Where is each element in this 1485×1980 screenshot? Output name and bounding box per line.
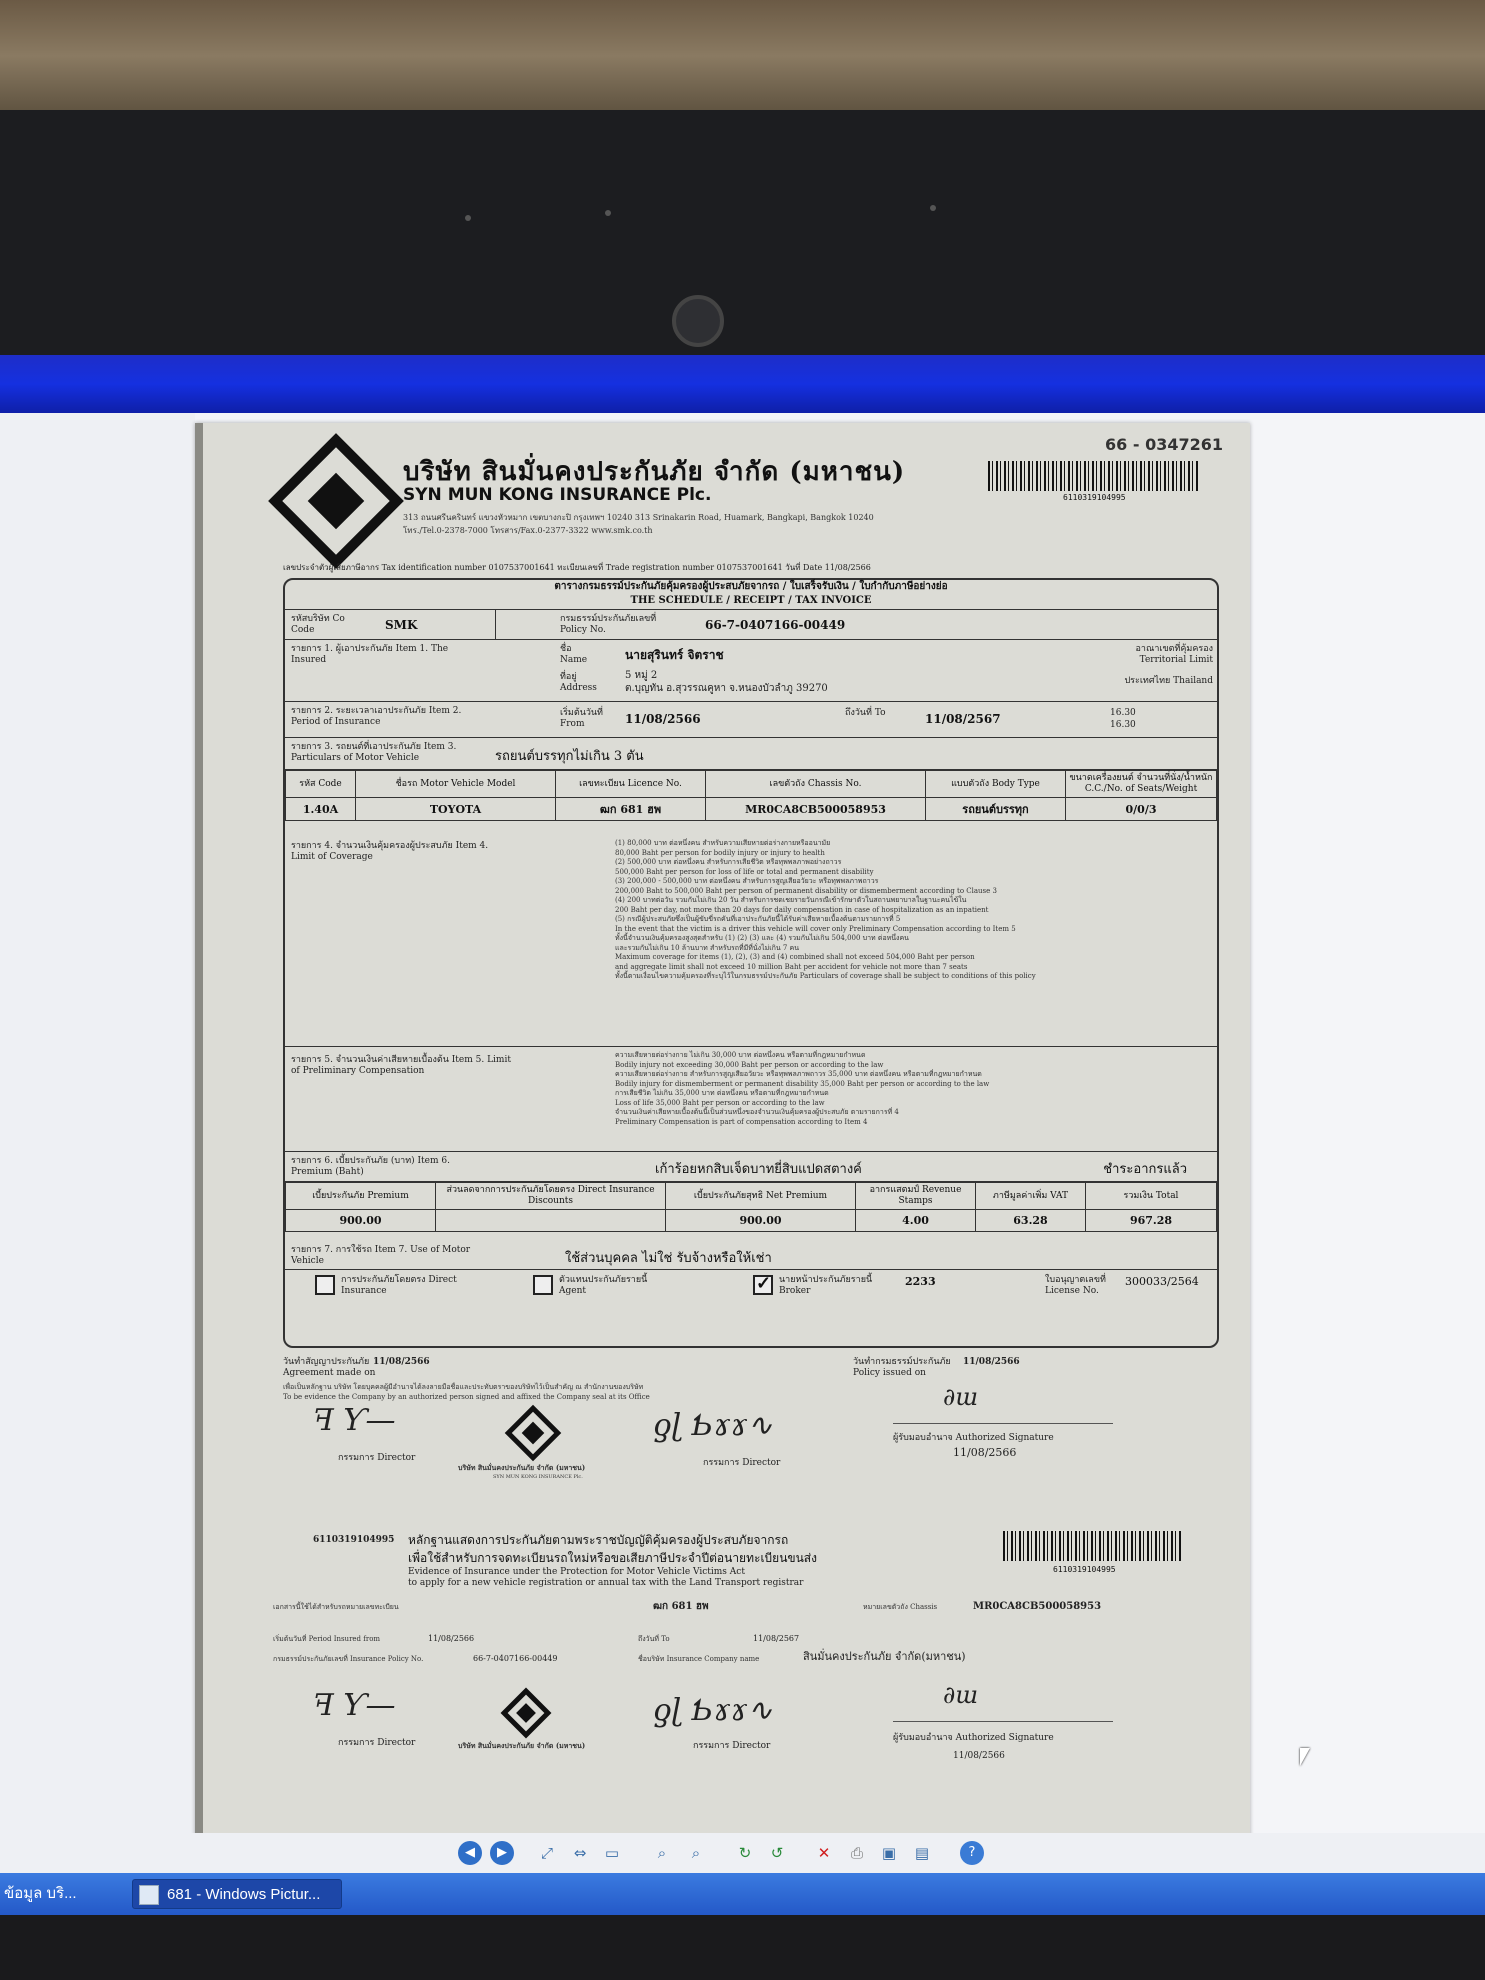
preliminary-text [615, 1051, 1205, 1127]
screen [0, 355, 1485, 1915]
broker-label: นายหน้าประกันภัยรายนี้ Broker [779, 1275, 873, 1296]
text-line: 200,000 Baht to 500,000 Baht per person of permanent disability or dismemberment according to Clause 3 [615, 886, 997, 895]
lower-company: สินมั่นคงประกันภัย จำกัด(มหาชน) [803, 1650, 966, 1663]
item1-label: รายการ 1. ผู้เอาประกันภัย Item 1. The Insured [291, 644, 449, 665]
lower-barcode-number: 6110319104995 [1053, 1565, 1116, 1574]
slideshow-icon[interactable]: ▭ [604, 1844, 620, 1862]
coverage-row [285, 835, 1217, 1047]
vehicle-cell: 0/0/3 [1066, 798, 1217, 821]
barcode-number: 6110319104995 [1063, 493, 1126, 502]
company-logo-icon [268, 433, 404, 569]
coverage-text [615, 839, 1205, 982]
lower-chassis-label: หมายเลขตัวถัง Chassis [863, 1603, 938, 1611]
schedule-title-thai: ตารางกรมธรรม์ประกันภัยคุ้มครองผู้ประสบภัยจากรถ / ใบเสร็จรับเงิน / ใบกำกับภาษีอย่างย่อ [554, 581, 948, 592]
window-titlebar [0, 355, 1485, 413]
lower-company-label: ชื่อบริษัท Insurance Company name [638, 1655, 760, 1663]
time-from: 16.30 [1110, 708, 1136, 718]
agreement-label: วันทำสัญญาประกันภัย Agreement made on [283, 1357, 376, 1378]
text-line: 80,000 Baht per person for bodily injury or injury to health [615, 848, 825, 857]
agent-label: ตัวแทนประกันภัยรายนี้ Agent [559, 1275, 648, 1296]
lower-chassis: MR0CA8CB500058953 [973, 1601, 1102, 1612]
mouse-cursor-icon [1300, 1748, 1310, 1766]
insurance-policy [243, 423, 1253, 1843]
lower-seal-logo-icon [501, 1688, 552, 1739]
premium-cell: 4.00 [856, 1210, 976, 1232]
webcam-icon [672, 295, 724, 347]
lower-signature-line [893, 1721, 1113, 1722]
premium-cell: 900.00 [286, 1210, 436, 1232]
premium-words: เก้าร้อยหกสิบเจ็ดบาทยี่สิบแปดสตางค์ [655, 1162, 862, 1177]
premium-header: เบี้ยประกันภัย Premium [286, 1183, 436, 1210]
save-icon[interactable]: ▣ [881, 1844, 897, 1862]
to-label: ถึงวันที่ To [845, 708, 886, 718]
co-code-label: รหัสบริษัท Co Code [291, 614, 345, 635]
text-line: (4) 200 บาทต่อวัน รวมกันไม่เกิน 20 วัน สำหรับการชดเชยรายวันกรณีเข้ารักษาตัวในสถานพยาบาลในฐานะคนไข้ใน [615, 896, 967, 904]
text-line: Preliminary Compensation is part of compensation according to Item 4 [615, 1117, 868, 1126]
premium-table [285, 1182, 1217, 1232]
item3-label: รายการ 3. รถยนต์ที่เอาประกันภัย Item 3. Particulars of Motor Vehicle [291, 742, 457, 763]
company-address [403, 511, 963, 537]
phone-line: โทร./Tel.0-2378-7000 โทรสาร/Fax.0-2377-3322 www.smk.co.th [403, 526, 653, 535]
lower-title-english-1: Evidence of Insurance under the Protection for Motor Vehicle Victims Act [408, 1567, 745, 1577]
lower-from: 11/08/2566 [428, 1634, 475, 1643]
scanned-document [195, 423, 1250, 1848]
vehicle-table [285, 770, 1217, 821]
text-line: ความเสียหายต่อร่างกาย สำหรับการสูญเสียอวัยวะ หรือทุพพลภาพถาวร 35,000 บาท ต่อหนึ่งคน หรือตามที่กฎหมายกำหนด [615, 1070, 982, 1078]
policy-no-value: 66-7-0407166-00449 [705, 618, 846, 632]
period-from: 11/08/2566 [625, 712, 701, 726]
sensor-dot [930, 205, 936, 211]
item2-label: รายการ 2. ระยะเวลาเอาประกันภัย Item 2. Period of Insurance [291, 706, 462, 727]
sensor-dot [605, 210, 611, 216]
sign-date: 11/08/2566 [953, 1446, 1017, 1459]
lower-policy-label: กรมธรรม์ประกันภัยเลขที่ Insurance Policy No. [273, 1655, 424, 1663]
premium-cell: 63.28 [976, 1210, 1086, 1232]
text-line: Loss of life 35,000 Baht per person or according to the law [615, 1098, 825, 1107]
signature-line [893, 1423, 1113, 1424]
premium-cell: 900.00 [666, 1210, 856, 1232]
vehicle-row [285, 738, 1217, 770]
premium-header: อากรแสตมป์ Revenue Stamps [856, 1183, 976, 1210]
vehicle-header: รหัส Code [286, 771, 356, 798]
company-name-english: SYN MUN KONG INSURANCE Plc. [403, 485, 712, 505]
evidence-english: To be evidence the Company by an authorized person signed and affixed the Company seal at its Office [283, 1392, 650, 1401]
lower-title-thai-2: เพื่อใช้สำหรับการจดทะเบียนรถใหม่หรือขอเสียภาษีประจำปีต่อนายทะเบียนขนส่ง [408, 1551, 817, 1565]
company-name-thai: บริษัท สินมั่นคงประกันภัย จำกัด (มหาชน) [403, 457, 906, 487]
director-signature-1: ꟻ ⁠Ƴ— [313, 1403, 396, 1438]
table-row [286, 1210, 1217, 1232]
lower-director-signature-2: ƍɭ Ƅɤɤ∿ [653, 1693, 773, 1728]
vehicle-cell: รถยนต์บรรทุก [926, 798, 1066, 821]
text-line: ทั้งนี้จำนวนเงินคุ้มครองสูงสุดสำหรับ (1) (2) (3) และ (4) รวมกันไม่เกิน 504,000 บาท ต่อหนึ่งคน [615, 934, 909, 942]
vehicle-type: รถยนต์บรรทุกไม่เกิน 3 ตัน [495, 749, 644, 764]
tax-id-line: เลขประจำตัวผู้เสียภาษีอากร Tax identification number 0107537001641 ทะเบียนเลขที่ Trade registration number 0107537001641 วันที่ Date 11/08/2566 [283, 563, 871, 572]
licence-no: 300033/2564 [1125, 1275, 1199, 1288]
distribution-row [285, 1270, 1217, 1300]
direct-label: การประกันภัยโดยตรง Direct Insurance [341, 1275, 457, 1296]
direct-checkbox[interactable] [315, 1275, 335, 1295]
item4-label: รายการ 4. จำนวนเงินคุ้มครองผู้ประสบภัย Item 4. Limit of Coverage [291, 841, 489, 862]
monitor-bezel [0, 110, 1485, 380]
text-line: 500,000 Baht per person for loss of life or total and permanent disability [615, 867, 874, 876]
actual-size-icon[interactable]: ⇔ [573, 1844, 587, 1862]
insured-name: นายสุรินทร์ จิตราช [625, 648, 724, 662]
premium-header: เบี้ยประกันภัยสุทธิ Net Premium [666, 1183, 856, 1210]
lower-to: 11/08/2567 [753, 1634, 800, 1643]
insured-row [285, 640, 1217, 702]
lower-seal-company: บริษัท สินมั่นคงประกันภัย จำกัด (มหาชน) [458, 1741, 586, 1750]
picture-viewer-icon [139, 1885, 159, 1905]
text-line: จำนวนเงินค่าเสียหายเบื้องต้นนี้เป็นส่วนหนึ่งของจำนวนเงินคุ้มครองผู้ประสบภัย ตามรายการที่ 4 [615, 1108, 899, 1116]
table-row [286, 798, 1217, 821]
monitor-bottom-bezel [0, 1915, 1485, 1980]
viewer-toolbar [0, 1833, 1485, 1873]
viewer-margin-right [1250, 413, 1485, 1833]
lower-reg: ฒก 681 ฮพ [653, 1601, 709, 1612]
item6-label: รายการ 6. เบี้ยประกันภัย (บาท) Item 6. Premium (Baht) [291, 1156, 450, 1177]
viewer-margin-left [0, 413, 195, 1833]
best-fit-icon[interactable]: ⤢ [540, 1844, 553, 1862]
time-to: 16.30 [1110, 720, 1136, 730]
schedule-header [285, 580, 1217, 610]
vehicle-cell: MR0CA8CB500058953 [706, 798, 926, 821]
vehicle-cell: ฒก 681 ฮพ [556, 798, 706, 821]
serial-number: 66 - 0347261 [1105, 435, 1223, 454]
vehicle-cell: 1.40A [286, 798, 356, 821]
text-line: (1) 80,000 บาท ต่อหนึ่งคน สำหรับความเสียหายต่อร่างกายหรืออนามัย [615, 839, 831, 847]
period-row [285, 702, 1217, 738]
co-code-value: SMK [385, 618, 418, 632]
text-line: Maximum coverage for items (1), (2), (3) and (4) combined shall not exceed 504,000 Baht per person [615, 953, 975, 961]
rotate-clockwise-icon[interactable]: ↻ [738, 1844, 752, 1862]
lower-barcode-icon [1003, 1531, 1183, 1561]
help-icon[interactable]: ? [960, 1841, 984, 1865]
barcode-icon [988, 461, 1198, 491]
lower-sign-date: 11/08/2566 [953, 1751, 1005, 1761]
premium-cell: 967.28 [1086, 1210, 1217, 1232]
address-line: 313 ถนนศรีนครินทร์ แขวงหัวหมาก เขตบางกะปิ กรุงเทพฯ 10240 313 Srinakarin Road, Huamark, Bangkapi, Bangkok 10240 [403, 513, 874, 522]
territorial-value: ประเทศไทย Thailand [1124, 676, 1213, 686]
text-line: การเสียชีวิต ไม่เกิน 35,000 บาท ต่อหนึ่งคน หรือตามที่กฎหมายกำหนด [615, 1089, 829, 1097]
vehicle-cell: TOYOTA [356, 798, 556, 821]
lower-authorized-signature: ∂ɯ [943, 1681, 979, 1709]
lower-director-signature-1: ꟻ ⁠Ƴ— [313, 1688, 396, 1723]
vehicle-header: แบบตัวถัง Body Type [926, 771, 1066, 798]
lower-title-english-2: to apply for a new vehicle registration or annual tax with the Land Transport registrar [408, 1578, 804, 1588]
seal-company: บริษัท สินมั่นคงประกันภัย จำกัด (มหาชน) [458, 1463, 586, 1472]
duty-paid: ชำระอากรแล้ว [1103, 1162, 1187, 1177]
lower-director-label-2: กรรมการ Director [693, 1741, 771, 1751]
print-icon[interactable]: ⎙ [850, 1844, 863, 1862]
vehicle-header: เลขตัวถัง Chassis No. [706, 771, 926, 798]
text-line: In the event that the victim is a driver this vehicle will cover only Preliminary Compensation according to Item 5 [615, 924, 1016, 933]
taskbar [0, 1873, 1485, 1915]
preliminary-row [285, 1047, 1217, 1152]
schedule-box [283, 578, 1219, 1348]
text-line: 200 Baht per day, not more than 20 days for daily compensation in case of hospitalization as an inpatient [615, 905, 989, 914]
delete-icon[interactable]: ✕ [817, 1844, 831, 1862]
taskbar-item-label: 681 - Windows Pictur... [167, 1886, 321, 1903]
zoom-out-icon[interactable]: ⌕ [691, 1844, 701, 1862]
broker-checkbox[interactable] [753, 1275, 773, 1295]
authorized-label: ผู้รับมอบอำนาจ Authorized Signature [893, 1433, 1054, 1443]
from-label: เริ่มต้นวันที่ From [560, 708, 603, 729]
lower-director-label-1: กรรมการ Director [338, 1738, 416, 1748]
schedule-title-english: THE SCHEDULE / RECEIPT / TAX INVOICE [630, 595, 872, 606]
director-label-1: กรรมการ Director [338, 1453, 416, 1463]
name-label: ชื่อ Name [560, 644, 588, 665]
vehicle-header: เลขทะเบียน Licence No. [556, 771, 706, 798]
seal-company-english: SYN MUN KONG INSURANCE Plc. [493, 1474, 583, 1480]
text-line: ความเสียหายต่อร่างกาย ไม่เกิน 30,000 บาท ต่อหนึ่งคน หรือตามที่กฎหมายกำหนด [615, 1051, 866, 1059]
premium-cell [436, 1210, 666, 1232]
text-line: Bodily injury for dismemberment or permanent disability 35,000 Baht per person or according to the law [615, 1079, 990, 1088]
seal-logo-icon [505, 1405, 562, 1462]
text-line: และรวมกันไม่เกิน 10 ล้านบาท สำหรับรถที่มีที่นั่งไม่เกิน 7 คน [615, 943, 800, 952]
use-row [285, 1242, 1217, 1270]
text-line: (2) 500,000 บาท ต่อหนึ่งคน สำหรับการเสียชีวิต หรือทุพพลภาพอย่างถาวร [615, 858, 842, 866]
premium-header: รวมเงิน Total [1086, 1183, 1217, 1210]
lower-id: 6110319104995 [313, 1535, 395, 1545]
agreement-date: 11/08/2566 [373, 1357, 430, 1367]
picture-viewer [0, 413, 1485, 1833]
policy-row [285, 610, 1217, 640]
taskbar-item[interactable]: ข้อมูล บริ... [4, 1885, 77, 1902]
edit-icon[interactable]: ▤ [914, 1844, 930, 1862]
territorial-label: อาณาเขตที่คุ้มครอง Territorial Limit [1135, 644, 1213, 665]
licence-label: ใบอนุญาตเลขที่ License No. [1045, 1275, 1106, 1296]
item5-label: รายการ 5. จำนวนเงินค่าเสียหายเบื้องต้น Item 5. Limit of Preliminary Compensation [291, 1055, 511, 1076]
premium-header: ส่วนลดจากการประกันภัยโดยตรง Direct Insurance Discounts [436, 1183, 666, 1210]
address-label: ที่อยู่ Address [560, 672, 597, 693]
previous-image-icon[interactable]: ◀ [458, 1841, 482, 1865]
director-signature-2: ƍɭ Ƅɤɤ∿ [653, 1408, 773, 1443]
text-line: (3) 200,000 - 500,000 บาท ต่อหนึ่งคน สำหรับการสูญเสียอวัยวะ หรือทุพพลภาพถาวร [615, 877, 879, 885]
lower-reg-label: เอกสารนี้ใช้ได้สำหรับรถหมายเลขทะเบียน [273, 1603, 399, 1611]
insured-address-1: 5 หมู่ 2 [625, 670, 658, 681]
next-image-icon[interactable]: ▶ [490, 1841, 514, 1865]
evidence-thai: เพื่อเป็นหลักฐาน บริษัท โดยบุคคลผู้มีอำนาจได้ลงลายมือชื่อและประทับตราของบริษัทไว้เป็นสำคัญ ณ สำนักงานของบริษัท [283, 1383, 644, 1391]
insured-address-2: ต.บุญทัน อ.สุวรรณคูหา จ.หนองบัวลำภู 39270 [625, 683, 828, 694]
authorized-signature: ∂ɯ [943, 1383, 979, 1411]
issued-label: วันทำกรมธรรม์ประกันภัย Policy issued on [853, 1357, 951, 1378]
lower-period-label: เริ่มต้นวันที่ Period Insured from [273, 1635, 381, 1643]
director-label-2: กรรมการ Director [703, 1458, 781, 1468]
text-line: (5) กรณีผู้ประสบภัยซึ่งเป็นผู้ขับขี่รถคันที่เอาประกันภัยนี้ได้รับค่าเสียหายเบื้องต้นตามรายการที่ 5 [615, 915, 901, 923]
text-line: and aggregate limit shall not exceed 10 million Baht per accident for vehicle not more than 7 seats [615, 962, 968, 971]
rotate-counterclockwise-icon[interactable]: ↺ [770, 1844, 784, 1862]
agent-checkbox[interactable] [533, 1275, 553, 1295]
vehicle-header: ขนาดเครื่องยนต์ จำนวนที่นั่ง/น้ำหนัก C.C./No. of Seats/Weight [1066, 771, 1217, 798]
use-value: ใช้ส่วนบุคคล ไม่ใช่ รับจ้างหรือให้เช่า [565, 1251, 772, 1266]
lower-policy: 66-7-0407166-00449 [473, 1654, 558, 1663]
issued-date: 11/08/2566 [963, 1357, 1020, 1367]
text-line: ทั้งนี้ตามเงื่อนไขความคุ้มครองที่ระบุไว้ในกรมธรรม์ประกันภัย Particulars of coverage shall be subject to conditions of this policy [615, 972, 1036, 980]
taskbar-item-picture-viewer[interactable] [132, 1879, 342, 1909]
premium-label-row [285, 1152, 1217, 1182]
vehicle-header: ชื่อรถ Motor Vehicle Model [356, 771, 556, 798]
lower-to-label: ถึงวันที่ To [638, 1635, 670, 1643]
item7-label: รายการ 7. การใช้รถ Item 7. Use of Motor Vehicle [291, 1245, 471, 1266]
premium-header: ภาษีมูลค่าเพิ่ม VAT [976, 1183, 1086, 1210]
sensor-dot [465, 215, 471, 221]
zoom-in-icon[interactable]: ⌕ [657, 1844, 667, 1862]
evidence-text [283, 1383, 843, 1402]
lower-title-thai-1: หลักฐานแสดงการประกันภัยตามพระราชบัญญัติคุ้มครองผู้ประสบภัยจากรถ [408, 1533, 789, 1547]
text-line: Bodily injury not exceeding 30,000 Baht per person or according to the law [615, 1060, 884, 1069]
broker-code: 2233 [905, 1275, 936, 1288]
policy-no-label: กรมธรรม์ประกันภัยเลขที่ Policy No. [560, 614, 657, 635]
period-to: 11/08/2567 [925, 712, 1001, 726]
lower-authorized-label: ผู้รับมอบอำนาจ Authorized Signature [893, 1733, 1054, 1743]
